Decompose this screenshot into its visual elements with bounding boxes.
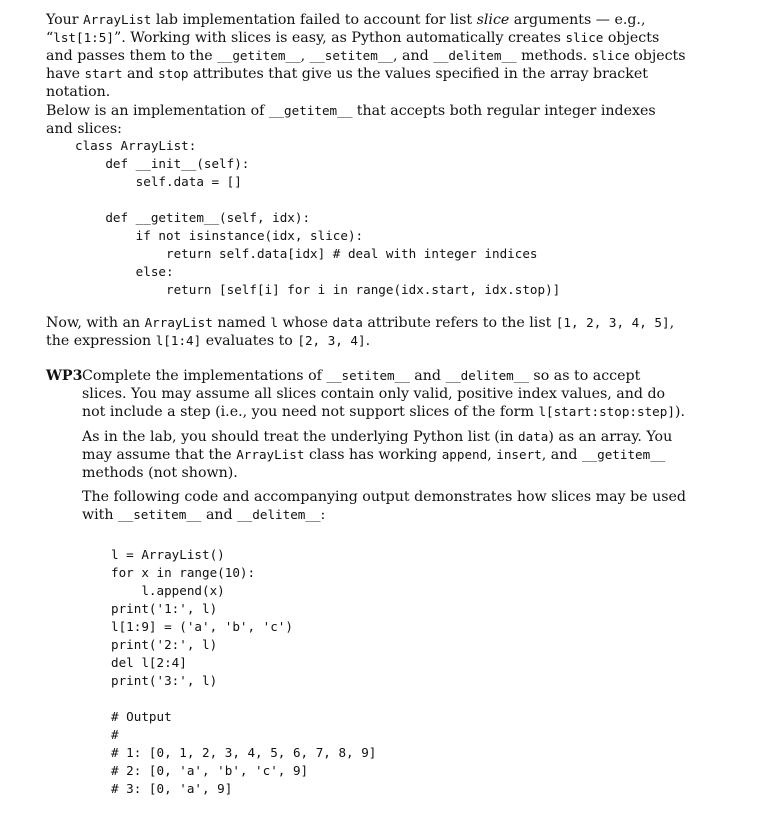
- text: objects and passes them to the: [46, 30, 660, 64]
- below-paragraph: [46, 102, 686, 138]
- code-inline: __getitem__: [581, 447, 666, 462]
- text: evaluates to: [201, 333, 298, 349]
- code-line: print('1:', l): [111, 601, 218, 616]
- code-inline: __setitem__: [309, 48, 394, 63]
- text: attribute refers to the list: [362, 315, 556, 331]
- code-line: if not isinstance(idx, slice):: [75, 228, 364, 243]
- text: ”. Working with slices is easy, as Python automatically creates: [113, 30, 566, 46]
- code-inline: start: [84, 66, 123, 81]
- code-line: # 3: [0, 'a', 9]: [111, 781, 233, 796]
- wp3-paragraph-1: [82, 367, 688, 421]
- wp3-paragraph-3: [82, 488, 688, 524]
- code-line: l = ArrayList(): [111, 547, 225, 562]
- text: whose: [277, 315, 333, 331]
- code-inline: slice: [565, 30, 604, 45]
- text: attributes that give us the values specified in the array bracket notation.: [46, 66, 648, 100]
- text: and: [122, 66, 159, 82]
- code-line: print('2:', l): [111, 637, 218, 652]
- code-inline: l[start:stop:step]: [538, 404, 675, 419]
- code-inline: __getitem__: [268, 103, 353, 118]
- code-inline: lst[1:5]: [53, 30, 114, 45]
- text: objects have: [46, 48, 686, 82]
- text: ).: [674, 404, 685, 420]
- code-inline: __setitem__: [118, 507, 202, 522]
- code-line: l.append(x): [111, 583, 225, 598]
- code-block-getitem: [75, 137, 560, 299]
- code-inline: ArrayList: [144, 315, 213, 330]
- problem-label: WP3: [46, 368, 83, 384]
- intro-paragraph: [46, 11, 686, 101]
- emphasis: slice: [476, 12, 510, 28]
- code-inline: l: [270, 315, 278, 330]
- text: methods.: [516, 48, 592, 64]
- code-inline: data: [518, 429, 549, 444]
- text: ,: [487, 447, 497, 463]
- code-inline: ArrayList: [83, 12, 152, 27]
- code-inline: insert: [496, 447, 542, 462]
- code-inline: __delitem__: [445, 368, 529, 383]
- code-inline: l[1:4]: [155, 333, 202, 348]
- text: arguments — e.g., “: [46, 12, 646, 46]
- text: methods (not shown).: [82, 465, 238, 481]
- code-inline: slice: [591, 48, 630, 63]
- code-line: # 2: [0, 'a', 'b', 'c', 9]: [111, 763, 309, 778]
- text: , and: [541, 447, 582, 463]
- code-inline: __delitem__: [433, 48, 517, 63]
- code-inline: [2, 3, 4]: [297, 333, 366, 348]
- code-line: return [self[i] for i in range(idx.start, idx.stop)]: [75, 282, 561, 297]
- code-line: print('3:', l): [111, 673, 218, 688]
- text: .: [365, 333, 371, 349]
- text: , the expression: [46, 315, 675, 349]
- code-line: # Output: [111, 709, 172, 724]
- code-line: return self.data[idx] # deal with integer indices: [75, 246, 538, 261]
- text: ,: [300, 48, 310, 64]
- code-inline: [1, 2, 3, 4, 5]: [555, 315, 670, 330]
- text: class has working: [304, 447, 442, 463]
- code-inline: data: [332, 315, 363, 330]
- code-inline: __setitem__: [326, 368, 410, 383]
- text: The following code and accompanying output demonstrates how slices may be used with: [82, 489, 686, 523]
- text: that accepts both regular integer indexes and slices:: [46, 103, 656, 137]
- text: Complete the implementations of: [82, 368, 327, 384]
- code-inline: ArrayList: [236, 447, 305, 462]
- code-line: self.data = []: [75, 174, 242, 189]
- code-block-example: [111, 546, 376, 798]
- text: named: [212, 315, 271, 331]
- text: and: [201, 507, 238, 523]
- text: Below is an implementation of: [46, 103, 269, 119]
- text: and: [409, 368, 446, 384]
- code-line: for x in range(10):: [111, 565, 256, 580]
- text: Now, with an: [46, 315, 145, 331]
- code-inline: stop: [158, 66, 189, 81]
- code-line: def __getitem__(self, idx):: [75, 210, 311, 225]
- text: As in the lab, you should treat the underlying Python list (in: [82, 429, 519, 445]
- text: lab implementation failed to account for list: [151, 12, 477, 28]
- text: :: [320, 507, 326, 523]
- text: ) as an array. You may assume that the: [82, 429, 673, 463]
- code-line: class ArrayList:: [75, 138, 197, 153]
- code-line: # 1: [0, 1, 2, 3, 4, 5, 6, 7, 8, 9]: [111, 745, 377, 760]
- code-line: def __init__(self):: [75, 156, 250, 171]
- code-inline: __getitem__: [217, 48, 301, 63]
- now-paragraph: [46, 314, 686, 350]
- code-inline: append: [441, 447, 488, 462]
- code-line: else:: [75, 264, 174, 279]
- code-line: l[1:9] = ('a', 'b', 'c'): [111, 619, 293, 634]
- code-line: #: [111, 727, 119, 742]
- text: Your: [46, 12, 84, 28]
- code-inline: __delitem__: [237, 507, 321, 522]
- text: , and: [393, 48, 434, 64]
- code-line: del l[2:4]: [111, 655, 187, 670]
- wp3-paragraph-2: [82, 428, 688, 482]
- text: so as to accept slices. You may assume all slices contain only valid, positive index values, and do not include a step (i.e., you need not support slices of the form: [82, 368, 666, 420]
